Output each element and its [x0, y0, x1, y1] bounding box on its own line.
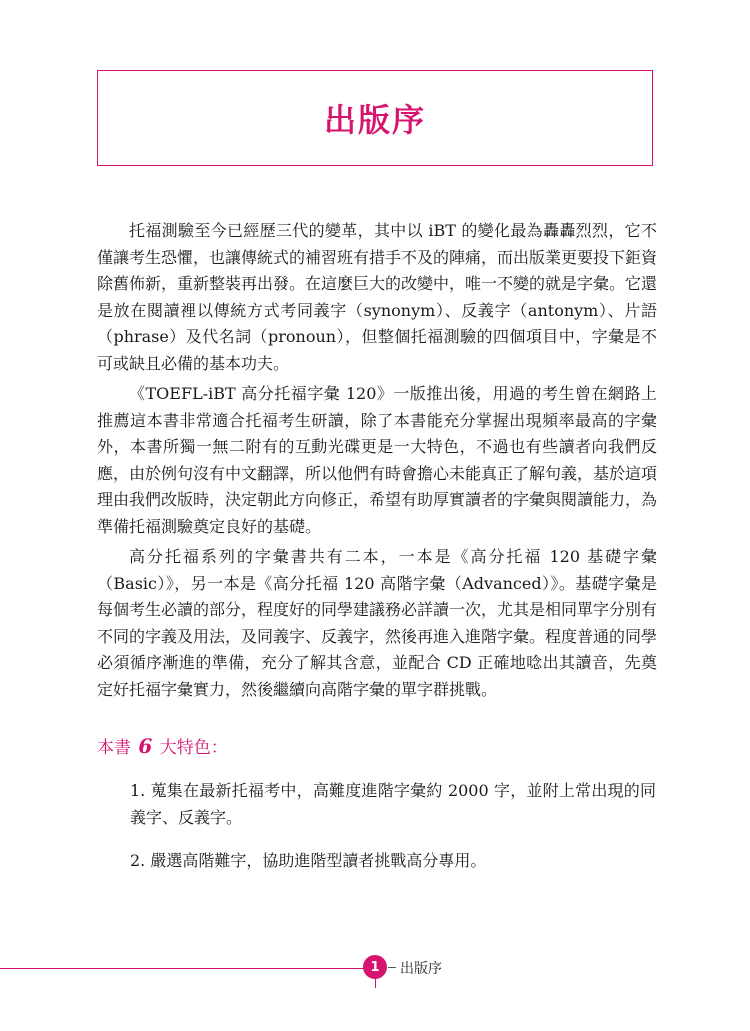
page-title: 出版序 [323, 101, 426, 139]
footer-rule [0, 968, 386, 969]
features-list [130, 778, 656, 892]
footer-dash [388, 967, 396, 968]
page-number-badge: 1 [363, 955, 387, 979]
features-heading-suffix: 大特色： [159, 738, 228, 758]
features-heading-prefix: 本書 [97, 738, 131, 758]
paragraph-1: 托福測驗至今已經歷三代的變革，其中以 iBT 的變化最為轟轟烈烈，它不僅讓考生恐懼，也讓傳統式的補習班有措手不及的陣痛，而出版業更要投下鉅資除舊佈新，重新整裝再出發。在這麼巨大的改變中，唯一不變的就是字彙。它還是放在閱讀裡以傳統方式考同義字（synonym）、反義字（antonym）、片語（phrase）及代名詞（pronoun），但整個托福測驗的四個項目中，字彙是不可或缺且必備的基本功夫。 [97, 221, 658, 373]
features-heading-number: 6 [138, 734, 153, 758]
features-heading [97, 733, 228, 758]
footer-section-label: 出版序 [400, 961, 442, 977]
paragraph-2: 《TOEFL-iBT 高分托福字彙 120》一版推出後，用過的考生曾在網路上推薦這本書非常適合托福考生研讀，除了本書能充分掌握出現頻率最高的字彙外，本書所獨一無二附有的互動光碟更是一大特色，不過也有些讀者向我們反應，由於例句沒有中文翻譯，所以他們有時會擔心未能真正了解句義，基於這項理由我們改版時，決定朝此方向修正，希望有助厚實讀者的字彙與閱讀能力，為準備托福測驗奠定良好的基礎。 [97, 384, 658, 536]
paragraph-3: 高分托福系列的字彙書共有二本，一本是《高分托福 120 基礎字彙（Basic）》，另一本是《高分托福 120 高階字彙（Advanced）》。基礎字彙是每個考生必讀的部分，程度好的同學建議務必詳讀一次，尤其是相同單字分別有不同的字義及用法，及同義字、反義字，然後再進入進階字彙。程度普通的同學必須循序漸進的準備，充分了解其含意，並配合 CD 正確地唸出其讀音，先奠定好托福字彙實力，然後繼續向高階字彙的單字群挑戰。 [97, 547, 658, 699]
preface-body [97, 218, 657, 707]
title-frame [97, 70, 653, 166]
feature-item: 2. 嚴選高階難字，協助進階型讀者挑戰高分專用。 [130, 851, 487, 870]
feature-item: 1. 蒐集在最新托福考中，高難度進階字彙約 2000 字，並附上常出現的同義字、反義字。 [130, 781, 656, 827]
